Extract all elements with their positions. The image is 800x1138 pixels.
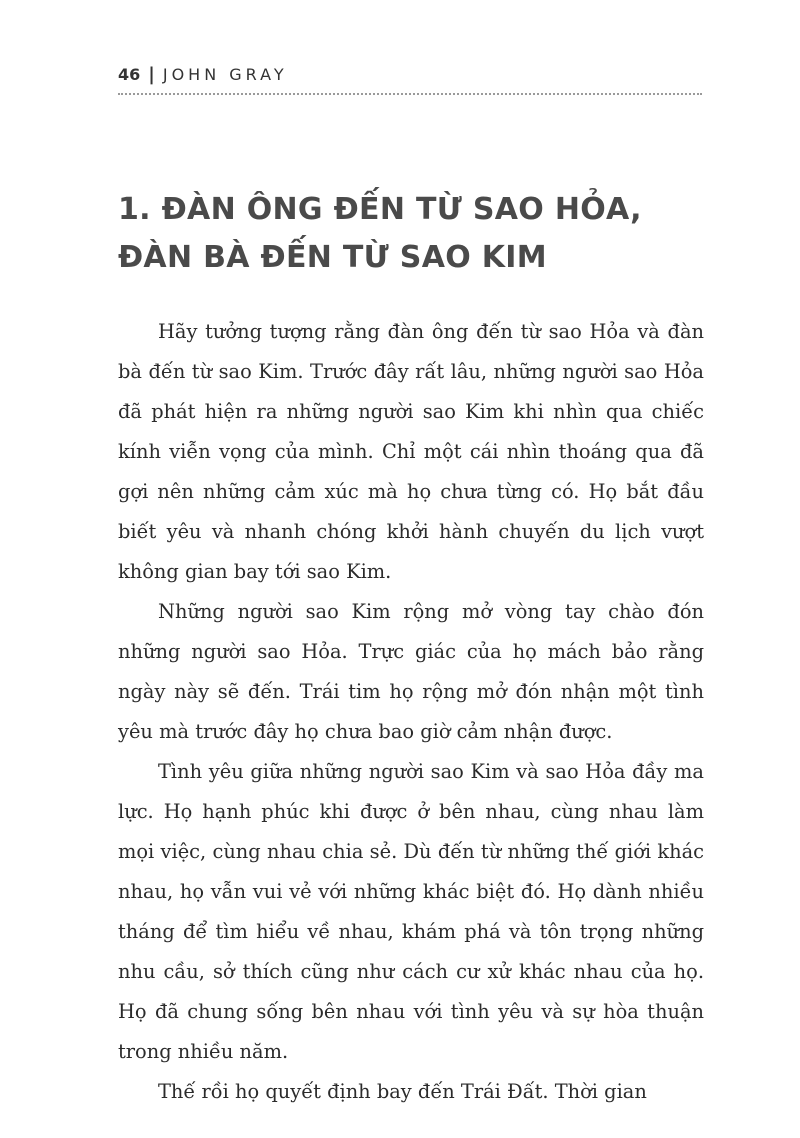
paragraph: Hãy tưởng tượng rằng đàn ông đến từ sao Hỏa và đàn bà đến từ sao Kim. Trước đây rất lâu, những người sao Hỏa đã phát hiện ra những người sao Kim khi nhìn qua chiếc kính viễn vọng của mình. Chỉ một cái nhìn thoáng qua đã gợi nên những cảm xúc mà họ chưa từng có. Họ bắt đầu biết yêu và nhanh chóng khởi hành chuyến du lịch vượt không gian bay tới sao Kim. <box>118 320 704 583</box>
page-number: 46 <box>118 65 141 84</box>
running-header <box>118 64 288 85</box>
body-text <box>118 312 704 1112</box>
paragraph: Thế rồi họ quyết định bay đến Trái Đất. Thời gian <box>158 1080 647 1103</box>
header-separator: | <box>148 64 155 85</box>
author-name: JOHN GRAY <box>162 65 288 84</box>
dotted-divider <box>118 93 702 95</box>
chapter-title <box>118 186 718 282</box>
chapter-title-line-1: 1. ĐÀN ÔNG ĐẾN TỪ SAO HỎA, <box>118 192 642 227</box>
chapter-title-line-2: ĐÀN BÀ ĐẾN TỪ SAO KIM <box>118 240 547 275</box>
paragraph: Những người sao Kim rộng mở vòng tay chào đón những người sao Hỏa. Trực giác của họ mách bảo rằng ngày này sẽ đến. Trái tim họ rộng mở đón nhận một tình yêu mà trước đây họ chưa bao giờ cảm nhận được. <box>118 600 704 743</box>
paragraph: Tình yêu giữa những người sao Kim và sao Hỏa đầy ma lực. Họ hạnh phúc khi được ở bên nhau, cùng nhau làm mọi việc, cùng nhau chia sẻ. Dù đến từ những thế giới khác nhau, họ vẫn vui vẻ với những khác biệt đó. Họ dành nhiều tháng để tìm hiểu về nhau, khám phá và tôn trọng những nhu cầu, sở thích cũng như cách cư xử khác nhau của họ. Họ đã chung sống bên nhau với tình yêu và sự hòa thuận trong nhiều năm. <box>118 760 704 1063</box>
